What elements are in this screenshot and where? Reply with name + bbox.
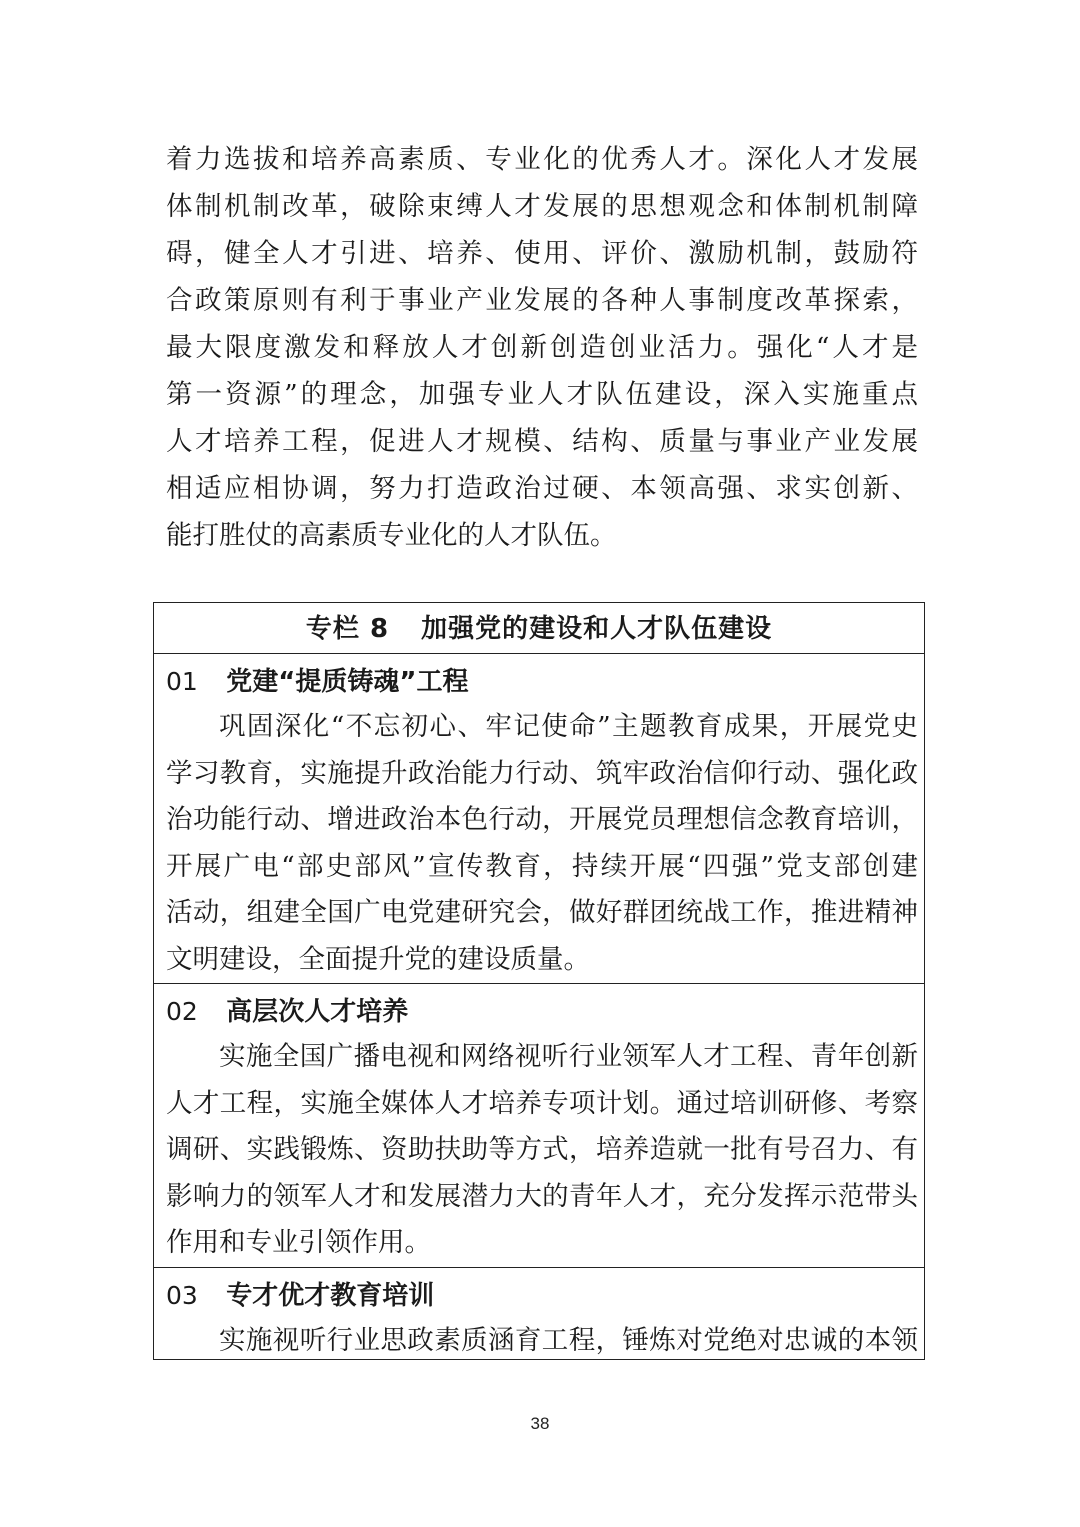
section-heading (154, 1268, 924, 1318)
section-line: 影响力的领军人才和发展潜力大的青年人才，充分发挥示范带头 (166, 1180, 918, 1212)
section-body (154, 1034, 918, 1267)
intro-line: 相适应相协调，努力打造政治过硬、本领高强、求实创新、 (166, 473, 918, 504)
section-line: 人才工程，实施全媒体人才培养专项计划。通过培训研修、考察 (166, 1087, 918, 1119)
intro-line: 着力选拔和培养高素质、专业化的优秀人才。深化人才发展 (166, 144, 918, 175)
section-line: 调研、实践锻炼、资助扶助等方式，培养造就一批有号召力、有 (166, 1134, 918, 1165)
section-heading (154, 984, 924, 1034)
section-line: 作用和专业引领作用。 (166, 1227, 431, 1258)
column-title-text: 加强党的建设和人才队伍建设 (421, 614, 773, 644)
section-line: 开展广电“部史部风”宣传教育，持续开展“四强”党支部创建 (166, 850, 918, 882)
section-line: 治功能行动、增进政治本色行动，开展党员理想信念教育培训， (166, 804, 918, 835)
section-line: 巩固深化“不忘初心、牢记使命”主题教育成果，开展党史 (219, 711, 918, 742)
intro-line: 碍，健全人才引进、培养、使用、评价、激励机制，鼓励符 (166, 238, 918, 269)
column-box-title (154, 603, 924, 654)
section-number: 03 (166, 1280, 198, 1310)
column-label: 专栏 (305, 614, 360, 644)
intro-paragraph (166, 136, 918, 559)
section-number: 02 (166, 997, 198, 1026)
intro-line: 合政策原则有利于事业产业发展的各种人事制度改革探索， (166, 285, 918, 316)
section-line: 活动，组建全国广电党建研究会，做好群团统战工作，推进精神 (166, 897, 918, 928)
section-number: 01 (166, 667, 198, 696)
section-heading (154, 654, 924, 704)
column-number: 8 (369, 614, 390, 644)
section-body (154, 704, 918, 983)
intro-line: 体制机制改革，破除束缚人才发展的思想观念和体制机制障 (166, 191, 918, 222)
section-03 (154, 1268, 924, 1361)
section-line: 实施全国广播电视和网络视听行业领军人才工程、青年创新 (219, 1041, 918, 1072)
section-01 (154, 654, 924, 984)
column-box (153, 602, 925, 1360)
section-02 (154, 984, 924, 1268)
section-title: 高层次人才培养 (226, 997, 409, 1027)
intro-line: 最大限度激发和释放人才创新创造创业活力。强化“人才是 (166, 332, 918, 363)
page-number: 38 (530, 1414, 550, 1433)
section-title: 专才优才教育培训 (226, 1280, 435, 1311)
section-line: 实施视听行业思政素质涵育工程，锤炼对党绝对忠诚的本领 (219, 1324, 918, 1356)
intro-line: 第一资源”的理念，加强专业人才队伍建设，深入实施重点 (166, 379, 918, 410)
intro-line: 能打胜仗的高素质专业化的人才队伍。 (166, 520, 617, 551)
section-line: 文明建设，全面提升党的建设质量。 (166, 943, 590, 975)
section-line: 学习教育，实施提升政治能力行动、筑牢政治信仰行动、强化政 (166, 757, 918, 789)
section-title: 党建“提质铸魂”工程 (226, 667, 469, 697)
section-body (154, 1318, 918, 1361)
intro-line: 人才培养工程，促进人才规模、结构、质量与事业产业发展 (166, 426, 918, 457)
